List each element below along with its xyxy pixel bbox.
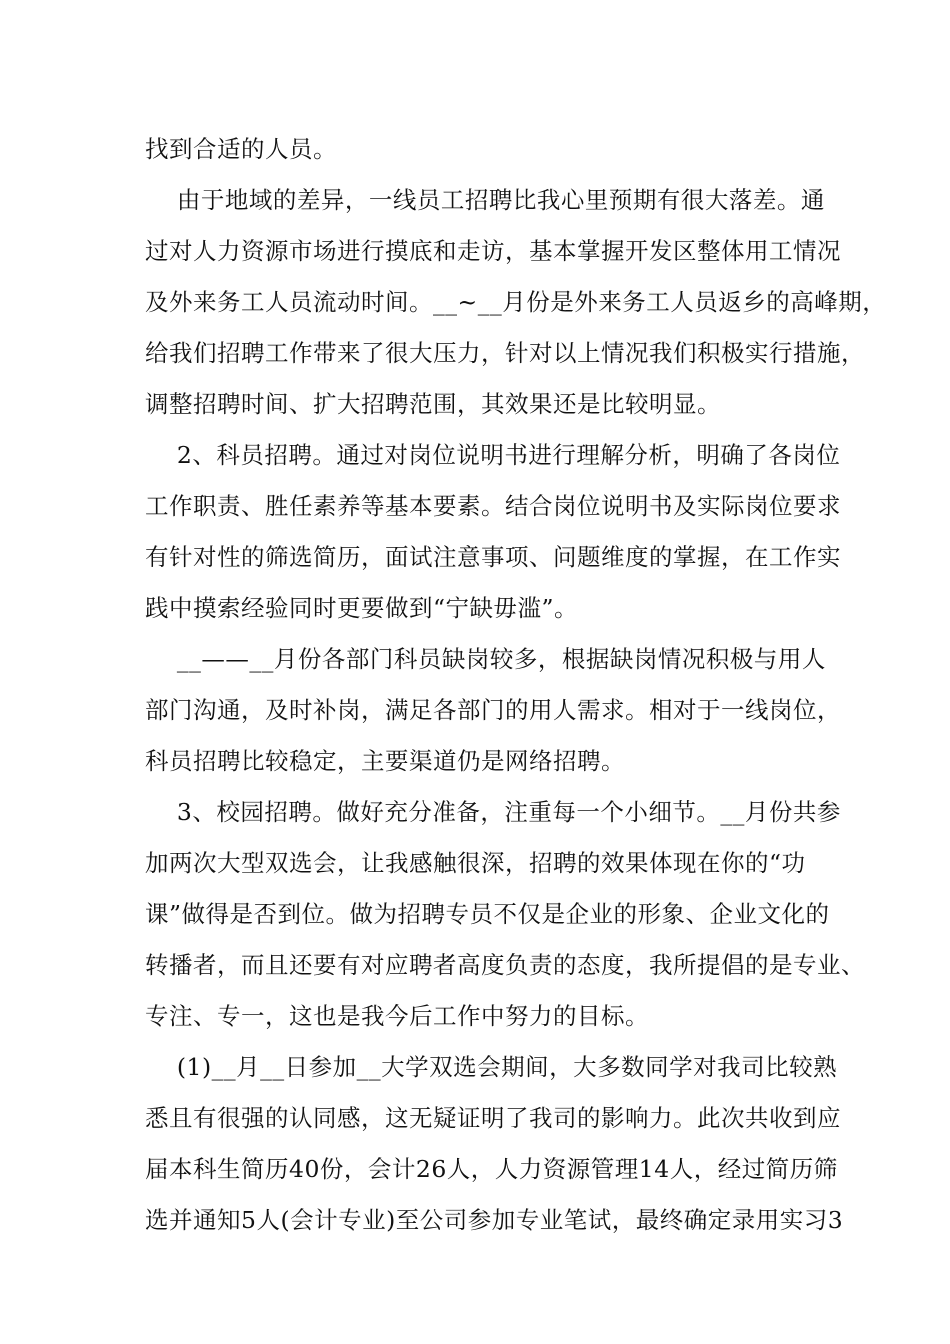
- text-line: 及外来务工人员流动时间。__~__月份是外来务工人员返乡的高峰期，: [145, 288, 887, 316]
- text-line: 调整招聘时间、扩大招聘范围，其效果还是比较明显。: [145, 390, 721, 418]
- text-line: 加两次大型双选会，让我感触很深，招聘的效果体现在你的“功: [145, 849, 806, 877]
- text-line: 工作职责、胜任素养等基本要素。结合岗位说明书及实际岗位要求: [145, 492, 841, 520]
- text-line: 届本科生简历40份，会计26人，人力资源管理14人，经过简历筛: [145, 1155, 838, 1183]
- text-line: 选并通知5人(会计专业)至公司参加专业笔试，最终确定录用实习3: [145, 1206, 844, 1234]
- text-line: (1)__月__日参加__大学双选会期间，大多数同学对我司比较熟: [145, 1053, 838, 1081]
- text-line: 找到合适的人员。: [145, 135, 337, 163]
- text-line: 课”做得是否到位。做为招聘专员不仅是企业的形象、企业文化的: [145, 900, 830, 928]
- text-line: 专注、专一，这也是我今后工作中努力的目标。: [145, 1002, 649, 1030]
- text-line: 悉且有很强的认同感，这无疑证明了我司的影响力。此次共收到应: [145, 1104, 841, 1132]
- text-line: 转播者，而且还要有对应聘者高度负责的态度，我所提倡的是专业、: [145, 951, 865, 979]
- text-line: 科员招聘比较稳定，主要渠道仍是网络招聘。: [145, 747, 625, 775]
- text-line: 给我们招聘工作带来了很大压力，针对以上情况我们积极实行措施，: [145, 339, 865, 367]
- text-line: 有针对性的筛选简历，面试注意事项、问题维度的掌握，在工作实: [145, 543, 841, 571]
- text-line: __——__月份各部门科员缺岗较多，根据缺岗情况积极与用人: [145, 645, 826, 673]
- text-line: 践中摸索经验同时更要做到“宁缺毋滥”。: [145, 594, 579, 622]
- text-line: 部门沟通，及时补岗，满足各部门的用人需求。相对于一线岗位，: [145, 696, 841, 724]
- text-line: 由于地域的差异，一线员工招聘比我心里预期有很大落差。通: [145, 186, 825, 214]
- text-line: 3、校园招聘。做好充分准备，注重每一个小细节。__月份共参: [145, 798, 841, 826]
- text-line: 2、科员招聘。通过对岗位说明书进行理解分析，明确了各岗位: [145, 441, 841, 469]
- text-line: 过对人力资源市场进行摸底和走访，基本掌握开发区整体用工情况: [145, 237, 841, 265]
